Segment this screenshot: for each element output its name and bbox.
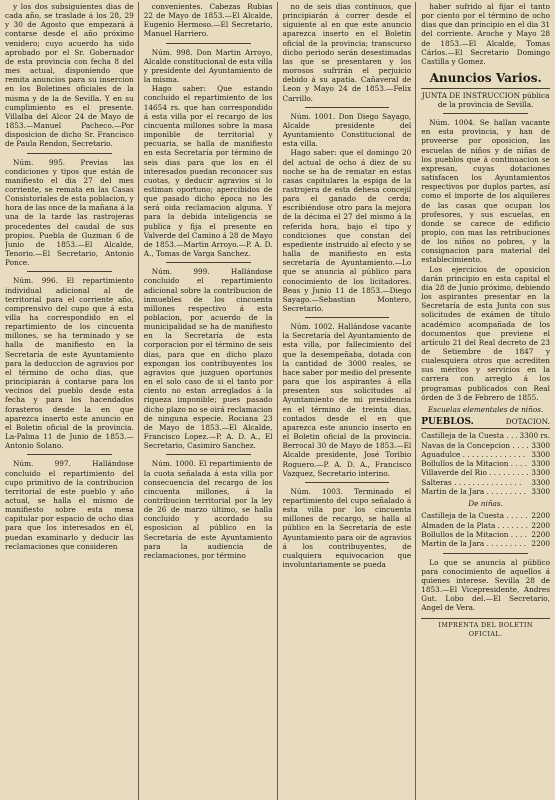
notice-1004: Núm. 1004. Se hallan vacante en esta provincia, y han de proveerse por oposicion, las escuelas de niños y de niñas de los pueblos que á continuacion se expresan, cuyas dotaciones satisfacen los Ayuntamientos respectivos por duplos partes, así como el importe de los alquileres de las casas que ocupan los profesores, y sus escuelas, en donde se carece de edificio propio, con mas las retribuciones de los niños no pobres, y la consignacion para material del establecimiento. <box>421 118 550 265</box>
town-name: Bollullos de la Mitacion . . . <box>421 530 528 539</box>
notice-separator <box>166 262 251 263</box>
notice-1000: Núm. 1000. El repartimiento de la cuota señalada á esta villa por consecuencia del recargo de los cincuenta millones, á la contribucion territorial por la ley de 26 de marzo último, se halla concluido y acordado su esposicion al público en la Secretaría de este Ayuntamiento para la audiencia de reclamaciones, por término <box>143 459 273 560</box>
town-name: Castilleja de la Cuesta . . . <box>421 511 528 520</box>
notice-996: Núm. 996. El repartimiento individual adicional al de territorial para el corriente año, comprensivo del cupo que á esta villa ha correspondido en el repartimiento de los cincuenta millones, se ha terminado y se halla de manifiesto en la Secretaría de este Ayuntamiento para la deduccion de agravios por el término de ocho dias, que principiarán á contarse para los vecinos del pueblo desde esta fecha y para los hacendados forasteros desde la en que aparezca inserto este anuncio en el Boletin oficial de la provincia. La-Palma 11 de Junio de 1853.—Antonio Solano. <box>5 276 134 451</box>
salary-value: 3300 <box>531 459 550 469</box>
salary-value: 2200 <box>531 520 550 530</box>
table-row <box>421 530 550 539</box>
notice-aroche: haber sufrido al fijar el tanto por ciento por el término de ocho dias que dan principio en el dia 31 del corriente. Aroche y Mayo 28 de 1853.—El Alcalde, Tomas Cárlos.—El Secretario Domingo Castilla y Gomez. <box>421 2 550 66</box>
notice-separator <box>443 113 528 114</box>
notice-1001-title: Núm. 1001. Don Diego Sayago, Alcalde presidente del Ayuntamiento Constitucional de esta villa. <box>282 111 412 149</box>
salary-column-header: DOTACION. <box>505 417 550 427</box>
notice-1002: Núm. 1002. Hallándose vacante la Secretaría del Ayuntamiento de esta villa, por fallecimiento del que la desempeñaba, dotada con la cantidad de 3000 reales, se hace saber por medio del presente para que los aspirantes á ella presenten sus solicitudes al Ayuntamiento de mi presidencia en el término de treinta dias, contados desde el en que aparezca este anuncio inserto en el Boletin oficial de la provincia. Berrocal 30 de Mayo de 1853.—El Alcalde presidente, José Toribio Roguero.—P. A. D. A., Francisco Vazquez, Secretario interino. <box>282 322 412 478</box>
section-heading: Anuncios Varios. <box>421 70 550 89</box>
salary-value: 2200 <box>531 511 550 521</box>
table-row <box>421 431 550 440</box>
notice-separator <box>27 271 112 272</box>
town-name: Villaverde del Rio . . . <box>421 468 528 477</box>
notice-separator <box>305 317 390 318</box>
towns-column-header: PUEBLOS. <box>421 417 474 428</box>
table-row <box>421 539 550 548</box>
schools-girls-heading: De niñas. <box>468 499 503 509</box>
girls-schools-table <box>421 511 550 548</box>
town-name: Martin de la Jara . . . <box>421 487 528 496</box>
column-4 <box>421 2 550 800</box>
salary-value: 3300 <box>531 468 550 478</box>
notice-separator <box>166 43 251 44</box>
notice-separator <box>27 153 112 154</box>
salary-value: 3300 <box>531 449 550 459</box>
notice-999: Núm. 999. Hallándose concluido el repartimiento adicional sobre la contribucion de inmuebles de los cincuenta millones respectivo á esta poblacion, por acuerdo de la municipalidad se ha de manifiesto en la Secretaría de esta corporacion por el término de seis dias, para que en dicho plazo expongan los contribuyentes los agravios que juzguen oportunos en el solo caso de si el tanto por ciento no estan arreglados á la riqueza imponible; pues pasado dicho plazo no se oirá reclamacion de ninguna especie. Rociana 23 de Mayo de 1853.—El Alcalde, Francisco Lopez.—P. A. D. A., El Secretario, Casimiro Sanchez. <box>143 267 273 451</box>
notice-canaveral: no de seis dias contínuos, que principiarán á correr desde el siguiente al en que este anuncio aparezca inserto en el Boletin oficial de la provincia; transcurso dicho periodo serán desestimadas las que se presentaren y los morosos sufrirán el perjuicio debido á su apatía. Cañaveral de Leon y Mayo 24 de 1853.—Felix Carrillo. <box>282 2 412 103</box>
column-2 <box>144 2 278 800</box>
notice-separator <box>305 107 390 108</box>
notice-1003: Núm. 1003. Terminado el repartimiento del cupo señalado á esta villa por los cincuenta millones de recargo, se halla al público en la Secretaría de este Ayuntamiento para oir de agravios á los contribuyentes, de cualquiera equivocacion que involuntariamente se pueda <box>282 486 412 570</box>
schools-boys-heading: Escuelas elementales de niños. <box>427 404 544 414</box>
salary-value: 3300 <box>531 440 550 450</box>
town-name: Navas de la Concepcion . . . <box>421 441 528 450</box>
notice-cabezas-rubias: convenientes. Cabezas Rubias 22 de Mayo de 1853.—El Alcalde, Eugenio Hermoso.—El Secretario, Manuel Harriero. <box>143 2 273 39</box>
notice-separator <box>443 553 528 554</box>
table-row <box>421 450 550 459</box>
notice-1001-body: Hago saber: que el domingo 20 del actual de ocho á diez de su noche se ha de rematar en estas casas capitulares la espiga de la rastrojera de esta dehesa concejil para el ganado de cerda; escribiéndose otro para la mejora de la décima el 27 del mismo á la referida hora, bajo el tipo y condiciones que constan del espediente instruido al efecto y se halla de manifiesto en esta secretaría de Ayuntamiento.—Lo que se anuncia al público para conocimiento de los licitadores. Beas y Junio 11 de 1853.—Diego Sayago.—Sebastian Montero, Secretario. <box>282 148 412 313</box>
notice-1004-closing: Lo que se anuncia al público para conocimiento de aquellos á quienes interese. Sevilla 28 de 1853.—El Vicepresidente, Andres Gut. Lobo del.—El Secretario, Angel de Vera. <box>421 557 550 613</box>
notice-villalba: y los dos subsiguientes dias de cada año, se traslade á los 28, 29 y 30 de Agosto que empezará á contarse desde el año próximo venidero; cuyo acuerdo ha sido aprobado por el Sr. Gobernador de esta provincia con fecha 8 del mes actual, disponiendo que remita anuncios para su insercion en los Boletines oficiales de la misma y de la de Sevilla. Y en su cumplimiento es el presente. Villalba del Alcor 24 de Mayo de 1853.—Manuel Pacheco.—Por disposicion de dicho Sr. Francisco de Paula Rendon, Secretario. <box>5 2 134 149</box>
town-name: Bollullos de la Mitacion . . . <box>421 459 528 468</box>
table-row <box>421 441 550 450</box>
table-row <box>421 511 550 520</box>
table-row <box>421 521 550 530</box>
salary-value: 3300 rs. <box>519 431 550 441</box>
salary-value: 2200 <box>531 530 550 540</box>
table-header <box>421 417 550 429</box>
column-3 <box>283 2 417 800</box>
salary-value: 3300 <box>531 487 550 497</box>
notice-995: Núm. 995. Previas las condiciones y tipos que están de manifiesto el dia 27 del mes corriente, se remata en las Casas Consistoriales de esta poblacion, y hora de las once de la mañana á la una de la tarde las rastrojeras procedentes del caudal de sus propios. Puebla de Guzman 6 de Junio de 1853.—El Alcalde, Tenorio.—El Secretario, Antonio Ponce. <box>5 157 134 268</box>
notice-separator <box>166 454 251 455</box>
notice-998-body: Hago saber: Que estando concluido el repartimiento de los 14654 rs. que han correspondido á esta villa por el recargo de los cincuenta millones sobre la masa imponible de territorial y pecuaria, se halla de manifiesto en esta Secretaría por término de seis dias para que los en él interesados puedan reconocer sus cuotas, y deducir agravios si lo estiman oportuno; apercibidos de que pasado dicho época no les será oida reclamacion alguna. Y para la debida inteligencia se publica y fija el presente en Valverde del Camino á 28 de Mayo de 1853.—Martin Arroyo.—P. A. D. A., Tomas de Varga Sanchez. <box>143 84 273 259</box>
table-row <box>421 487 550 496</box>
town-name: Castilleja de la Cuesta . . . <box>421 431 516 440</box>
table-row <box>421 468 550 477</box>
notice-1004-exams: Los ejercicios de oposicion darán principio en esta capital el dia 28 de Junio próximo, debiendo los aspirantes presentar en la Secretaría de esta Junta con sus solicitudes de exámen de título académico acompañada de los documentos que previene el artículo 21 del Real decreto de 23 de Setiembre de 1847 y cualesquiera otros que acrediten sus méritos y servicios en la carrera con arreglo á los programas publicados con Real órden de 3 de Febrero de 1855. <box>421 264 550 402</box>
town-name: Martin de la Jara . . . <box>421 539 528 548</box>
table-row <box>421 459 550 468</box>
town-name: Almaden de la Plata . . . <box>421 521 528 530</box>
town-name: Aguadulce . . . <box>421 450 528 459</box>
column-1 <box>5 2 139 800</box>
table-row <box>421 478 550 487</box>
salary-value: 2200 <box>531 539 550 549</box>
notice-998-title: Núm. 998. Don Martin Arroyo, Alcalde constitucional de esta villa y presidente del Ayuntamiento de la misma. <box>143 47 273 85</box>
salary-value: 3300 <box>531 477 550 487</box>
printer-footer: IMPRENTA DEL BOLETIN OFICIAL. <box>421 618 550 639</box>
notice-separator <box>305 482 390 483</box>
town-name: Salteras . . . <box>421 478 528 487</box>
notice-997: Núm. 997. Hallándose concluido el repartimiento del cupo primitivo de la contribucion territorial de este pueblo y año actual, se halla el mismo de manifiesto sobre esta mesa capitular por espacio de ocho dias para que los interesados en él, puedan examinarlo y deducir las reclamaciones que consideren <box>5 459 134 551</box>
boys-schools-table <box>421 431 550 496</box>
section-subheading: JUNTA DE INSTRUCCION pública de la provincia de Sevilla. <box>421 91 550 110</box>
notice-separator <box>27 454 112 455</box>
